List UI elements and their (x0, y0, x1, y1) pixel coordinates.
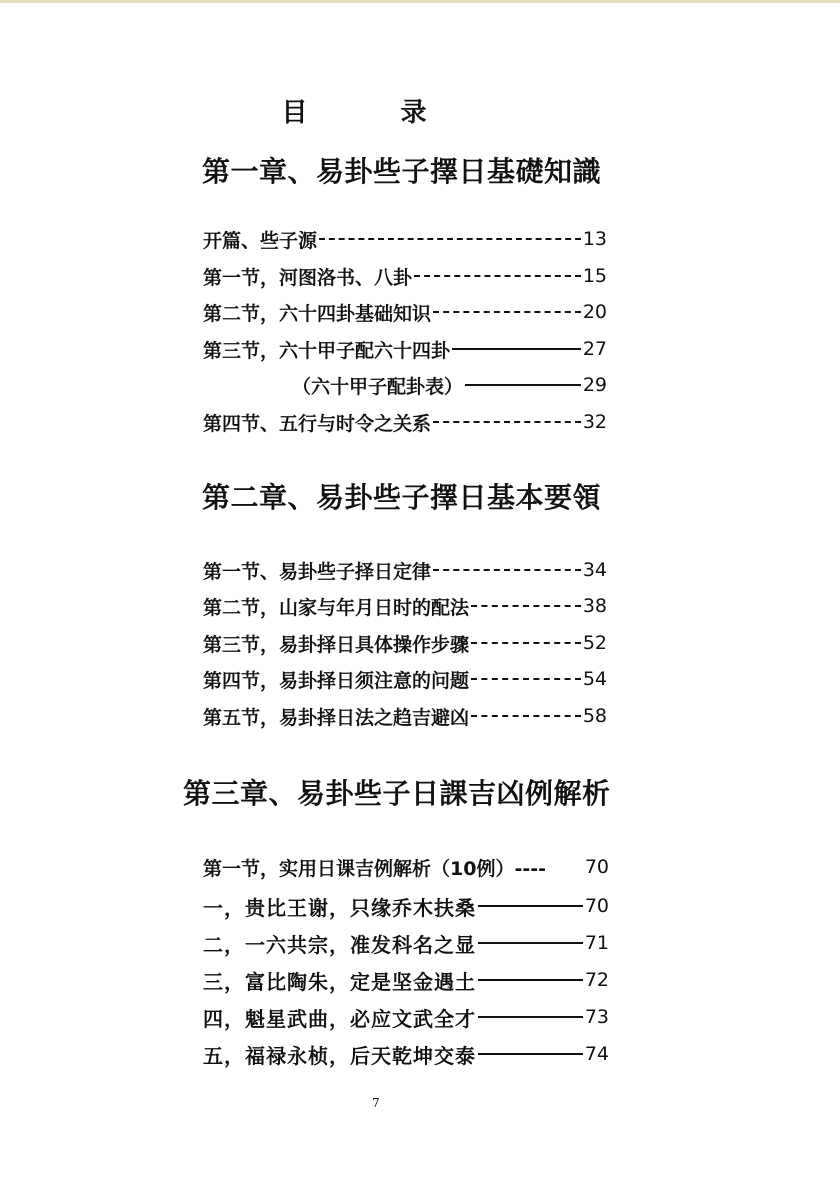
leader-line (478, 1016, 583, 1018)
toc-entry[interactable] (203, 224, 607, 254)
toc-entry[interactable] (292, 370, 607, 400)
entry-page: 70 (584, 856, 609, 878)
entry-page: 52 (582, 632, 607, 654)
toc-entry[interactable] (203, 1002, 609, 1032)
entry-page: 72 (584, 969, 609, 991)
entry-label: 五，福禄永桢，后天乾坤交泰 (203, 1043, 476, 1068)
leader-line (478, 905, 583, 907)
leader-line (452, 348, 581, 350)
leader-line (478, 979, 583, 981)
leader-line (471, 605, 581, 607)
entry-page: 13 (582, 228, 607, 250)
toc-entry[interactable] (203, 261, 607, 291)
chapter-2-title: 第二章、易卦些子擇日基本要領 (202, 481, 602, 514)
entry-label: 第二节，六十四卦基础知识 (203, 302, 432, 325)
toc-entry[interactable] (203, 928, 609, 958)
leader-line (433, 421, 581, 423)
entry-label: 三，富比陶朱，定是坚金遇土 (203, 969, 476, 994)
leader-line (478, 942, 583, 944)
entry-label: 一，贵比王谢，只缘乔木扶桑 (203, 895, 476, 920)
entry-label: 二，一六共宗，准发科名之显 (203, 932, 476, 957)
entry-label: 第一节、易卦些子择日定律 (203, 560, 432, 583)
leader-line (471, 678, 581, 680)
entry-page: 71 (584, 932, 609, 954)
entry-page: 38 (582, 595, 607, 617)
toc-entry[interactable] (203, 334, 607, 364)
chapter-1-title: 第一章、易卦些子擇日基礎知識 (202, 155, 602, 188)
entry-label: 第二节，山家与年月日时的配法 (203, 596, 470, 619)
entry-page: 73 (584, 1006, 609, 1028)
leader-line (471, 642, 581, 644)
toc-entry[interactable] (203, 407, 607, 437)
entry-page: 70 (584, 895, 609, 917)
entry-page: 27 (582, 338, 607, 360)
toc-entry[interactable] (203, 891, 609, 921)
leader-line (471, 715, 581, 717)
toc-entry[interactable] (203, 555, 607, 585)
entry-page: 34 (582, 559, 607, 581)
leader-line (433, 569, 581, 571)
toc-entry[interactable] (203, 628, 607, 658)
toc-title: 目 录 (281, 98, 469, 128)
toc-entry[interactable] (203, 591, 607, 621)
entry-page: 58 (582, 705, 607, 727)
entry-label: 第五节，易卦择日法之趋吉避凶 (203, 706, 470, 729)
entry-label: 第一节，实用日课吉例解析（10例）---- (203, 857, 546, 880)
entry-label: 开篇、些子源 (203, 229, 318, 252)
leader-line (478, 1053, 583, 1055)
entry-label: 第四节，易卦择日须注意的问题 (203, 669, 470, 692)
toc-entry[interactable] (203, 297, 607, 327)
entry-label: 第三节，六十甲子配六十四卦 (203, 339, 451, 362)
entry-page: 29 (582, 374, 607, 396)
entry-label: 第三节，易卦择日具体操作步骤 (203, 633, 470, 656)
toc-entry[interactable] (203, 852, 609, 882)
entry-label: （六十甲子配卦表） (292, 375, 464, 398)
entry-page: 15 (582, 265, 607, 287)
page-top-edge (0, 0, 840, 3)
toc-entry[interactable] (203, 965, 609, 995)
entry-page: 74 (584, 1043, 609, 1065)
leader-line (414, 275, 581, 277)
entry-page: 32 (582, 411, 607, 433)
entry-page: 20 (582, 301, 607, 323)
leader-line (433, 311, 581, 313)
entry-label: 四，魁星武曲，必应文武全才 (203, 1006, 476, 1031)
toc-entry[interactable] (203, 1039, 609, 1069)
entry-label: 第四节、五行与时令之关系 (203, 412, 432, 435)
page-number: 7 (372, 1096, 380, 1110)
leader-line (319, 238, 581, 240)
leader-line (465, 384, 581, 386)
toc-entry[interactable] (203, 701, 607, 731)
chapter-3-title: 第三章、易卦些子日課吉凶例解析 (183, 777, 611, 810)
toc-entry[interactable] (203, 664, 607, 694)
entry-page: 54 (582, 668, 607, 690)
entry-label: 第一节，河图洛书、八卦 (203, 266, 413, 289)
